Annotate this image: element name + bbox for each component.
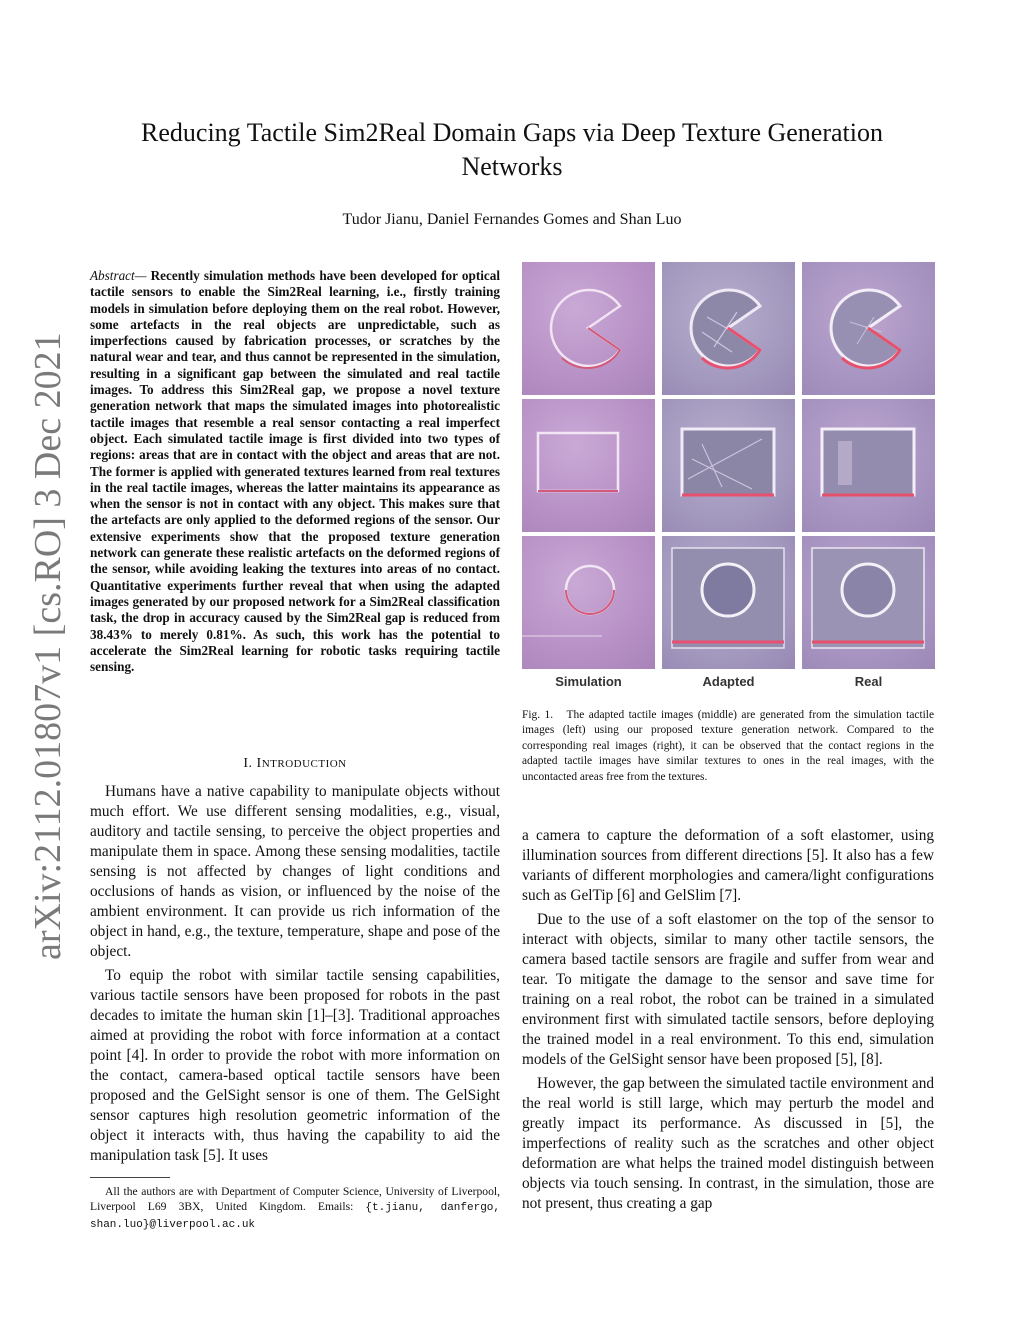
abstract-label: Abstract: [90, 268, 135, 283]
section-number: I.: [243, 756, 253, 771]
pacman-shape-icon: [522, 262, 655, 395]
column-label-adapted: Adapted: [702, 674, 755, 689]
rectangle-real-icon: [802, 399, 935, 532]
right-column-body: [522, 826, 934, 1214]
intro-paragraph: Humans have a native capability to manipulate objects without much effort. We use different sensing modalities, e.g., visual, auditory and tactile sensing, to perceive the object properties and manipulate them in space. Among these sensing modalities, tactile sensing is not affected by changes of light conditions and occlusions of hands as vision, or influenced by the noise of the ambient environment. It can provide us rich information of the object in hand, e.g., the texture, temperature, shape and pose of the object.: [90, 783, 500, 960]
paper-title: Reducing Tactile Sim2Real Domain Gaps via Deep Texture Generation Networks: [141, 118, 883, 181]
arxiv-id: arXiv:2112.01807v1 [cs.RO] 3 Dec 2021: [27, 332, 69, 960]
tile-adapted-rectangle: [662, 399, 795, 532]
tile-adapted-pacman: [662, 262, 795, 395]
section-heading-introduction: I. INTRODUCTION: [243, 756, 347, 771]
footnote: All the authors are with Department of Computer Science, University of Liverpool, Liverpool L69 3BX, United Kingdom. Emails: {t.jianu, danfergo, shan.luo}@liverpool.ac.uk: [90, 1185, 500, 1231]
tile-real-circle: [802, 536, 935, 669]
circle-real-icon: [802, 536, 935, 669]
caption-text: The adapted tactile images (middle) are generated from the simulation tactile images (left) using our proposed texture generation network. Compared to the corresponding real images (right), it can be observed that the contact regions in the adapted tactile images have similar textures to ones in the real images, with the uncontacted areas free from the textures.: [522, 709, 934, 783]
pacman-textured-icon: [662, 262, 795, 395]
tile-sim-rectangle: [522, 399, 655, 532]
body-paragraph: Due to the use of a soft elastomer on the top of the sensor to interact with objects, similar to many other tactile sensors, the camera based tactile sensors are fragile and suffer from wear and tear. To mitigate the damage to the sensor and save time for training on a real robot, the robot can be trained in a simulated environment first with simulated tactile sensors, before deploying the trained model in a real environment. To this end, simulation models of the GelSight sensor have been proposed [5], [8].: [522, 911, 934, 1068]
column-label-real: Real: [854, 674, 883, 689]
tile-adapted-circle: [662, 536, 795, 669]
left-column-body: [90, 782, 500, 1166]
body-paragraph: a camera to capture the deformation of a soft elastomer, using illumination sources from different directions [5]. It also has a few variants of different morphologies and camera/light configurations such as GelTip [6] and GelSlim [7].: [522, 827, 934, 904]
pacman-real-icon: [802, 262, 935, 395]
body-paragraph: However, the gap between the simulated tactile environment and the real world is still large, which may perturb the model and greatly impact its performance. As discussed in [5], the imperfections of reality such as the scratches and other object deformation are what helps the trained model distinguish between objects via touch sensing. In contrast, in the simulation, those are not present, thus creating a gap: [522, 1075, 934, 1212]
circle-textured-icon: [662, 536, 795, 669]
footnote-divider: [90, 1177, 170, 1178]
tile-sim-circle: [522, 536, 655, 669]
figure-tactile-image-grid: [522, 262, 934, 689]
abstract-text: Recently simulation methods have been developed for optical tactile sensors to enable the Sim2Real learning, i.e., firstly training models in simulation before deploying them on the real robot. However, some artefacts in the real objects are unpredictable, such as imperfections caused by fabrication processes, or scratches by the natural wear and tear, and thus cannot be represented in the simulation, resulting in a significant gap between the simulated and real tactile images. To address this Sim2Real gap, we propose a novel texture generation network that maps the simulated images into photorealistic tactile images that resemble a real sensor contacting a real imperfect object. Each simulated tactile image is first divided into two types of regions: areas that are in contact with the object and areas that are not. The former is applied with generated textures learned from real textures in the real tactile images, whereas the latter maintains its appearance as when the sensor is not in contact with any object. This makes sure that the artefacts are only applied to the deformed regions of the sensor. Our extensive experiments show that the proposed texture generation network can generate these realistic artefacts on the deformed regions of the sensor, while avoiding leaking the textures into areas of no contact. Quantitative experiments further reveal that when using the adapted images generated by our proposed network for a Sim2Real classification task, the drop in accuracy caused by the Sim2Real gap is reduced from 38.43% to merely 0.81%. As such, this work has the potential to accelerate the Sim2Real learning for robotic tasks requiring tactile sensing.: [90, 268, 501, 675]
tile-sim-pacman: [522, 262, 655, 395]
abstract: Abstract— Recently simulation methods have been developed for optical tactile sensors to enable the Sim2Real learning, i.e., firstly training models in simulation before deploying them on the real robot. However, some artefacts in the real objects are unpredictable, such as imperfections caused by fabrication processes, or scratches by the natural wear and tear, and thus cannot be represented in the simulation, resulting in a significant gap between the simulated and real tactile images. To address this Sim2Real gap, we propose a novel texture generation network that maps the simulated images into photorealistic tactile images that resemble a real sensor contacting a real imperfect object. Each simulated tactile image is first divided into two types of regions: areas that are in contact with the object and areas that are not. The former is applied with generated textures learned from real textures in the real tactile images, whereas the latter maintains its appearance as when the sensor is not in contact with any object. This makes sure that the artefacts are only applied to the deformed regions of the sensor. Our extensive experiments show that the proposed texture generation network can generate these realistic artefacts on the deformed regions of the sensor, while avoiding leaking the textures into areas of no contact. Quantitative experiments further reveal that when using the adapted images generated by our proposed network for a Sim2Real classification task, the drop in accuracy caused by the Sim2Real gap is reduced from 38.43% to merely 0.81%. As such, this work has the potential to accelerate the Sim2Real learning for robotic tasks requiring tactile sensing.: [90, 268, 501, 675]
author-emails: {t.jianu, danfergo, shan.luo}@liverpool.ac.uk: [90, 1202, 500, 1231]
figure-caption: [522, 708, 934, 785]
rectangle-textured-icon: [662, 399, 795, 532]
column-label-simulation: Simulation: [555, 674, 622, 689]
author-list: Tudor Jianu, Daniel Fernandes Gomes and Shan Luo: [342, 211, 682, 228]
tile-real-pacman: [802, 262, 935, 395]
tile-real-rectangle: [802, 399, 935, 532]
intro-paragraph: To equip the robot with similar tactile sensing capabilities, various tactile sensors have been proposed for robots in the past decades to imitate the human skin [1]–[3]. Traditional approaches aimed at providing the robot with force information at a contact point [4]. In order to provide the robot with more information on the contact, camera-based optical tactile sensors have been proposed and the GelSight sensor is one of them. The GelSight sensor captures high resolution geometric information of the object it interacts with, thus having the capability to aid the manipulation task [5]. It uses: [90, 967, 500, 1164]
circle-shape-icon: [522, 536, 655, 669]
caption-label: Fig. 1.: [522, 709, 554, 721]
rectangle-shape-icon: [522, 399, 655, 532]
